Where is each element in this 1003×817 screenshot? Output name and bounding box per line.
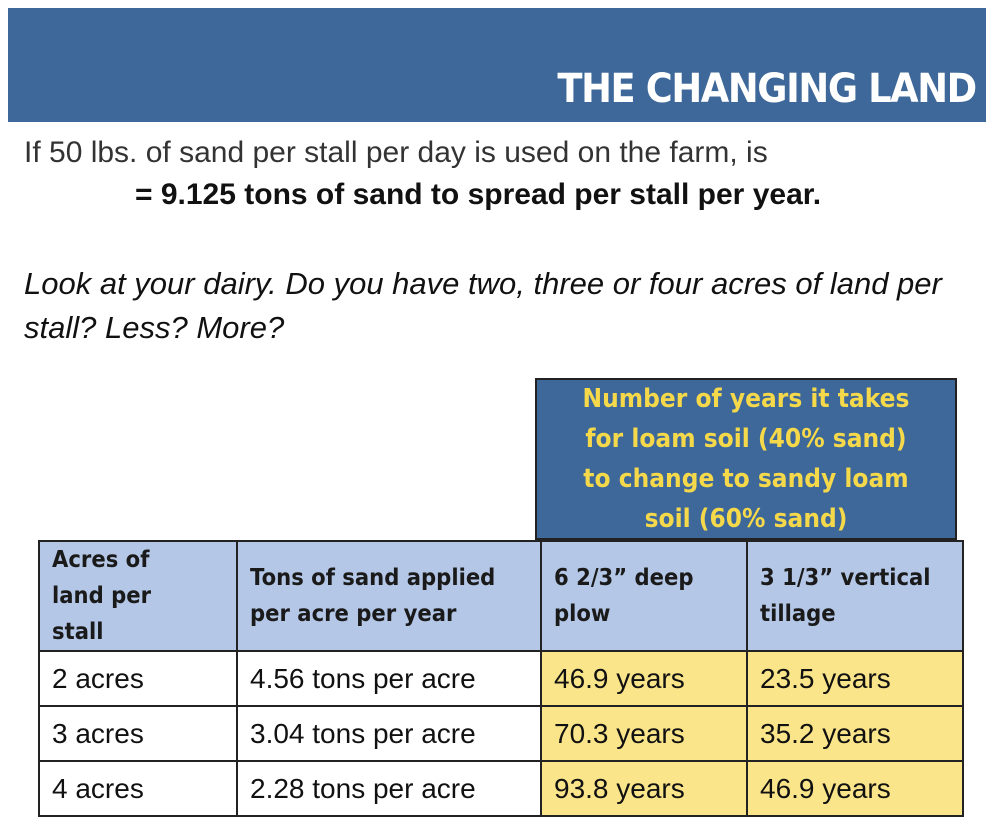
- years-group-header: [535, 378, 957, 540]
- vertical-tillage-years-cell: 35.2 years: [747, 706, 963, 761]
- tons-cell: 3.04 tons per acre: [237, 706, 541, 761]
- acres-cell: 3 acres: [39, 706, 237, 761]
- deep-plow-years-cell: 93.8 years: [541, 761, 747, 816]
- vertical-tillage-years-cell: 46.9 years: [747, 761, 963, 816]
- question-text: Look at your dairy. Do you have two, three or four acres of land per stall? Less? More?: [24, 266, 942, 345]
- page-title: THE CHANGING LAND: [557, 66, 976, 112]
- table-header-row: [39, 541, 963, 651]
- header-vertical-tillage: 3 1/3” vertical tillage: [747, 541, 963, 651]
- tons-cell: 2.28 tons per acre: [237, 761, 541, 816]
- result-text: = 9.125 tons of sand to spread per stall per year.: [135, 178, 822, 211]
- tons-cell: 4.56 tons per acre: [237, 651, 541, 706]
- sand-table: [38, 540, 964, 817]
- header-acres: Acres of land per stall: [39, 541, 237, 651]
- acres-cell: 2 acres: [39, 651, 237, 706]
- vertical-tillage-years-cell: 23.5 years: [747, 651, 963, 706]
- table-row: [39, 651, 963, 706]
- deep-plow-years-cell: 46.9 years: [541, 651, 747, 706]
- intro-text: If 50 lbs. of sand per stall per day is used on the farm, is: [24, 136, 768, 169]
- table-row: [39, 761, 963, 816]
- acres-cell: 4 acres: [39, 761, 237, 816]
- deep-plow-years-cell: 70.3 years: [541, 706, 747, 761]
- title-banner: [8, 8, 986, 122]
- header-tons: Tons of sand applied per acre per year: [237, 541, 541, 651]
- years-group-header-text: Number of years it takes for loam soil (40% sand) to change to sandy loam soil (60% sand): [582, 384, 910, 534]
- header-deep-plow: 6 2/3” deep plow: [541, 541, 747, 651]
- table-row: [39, 706, 963, 761]
